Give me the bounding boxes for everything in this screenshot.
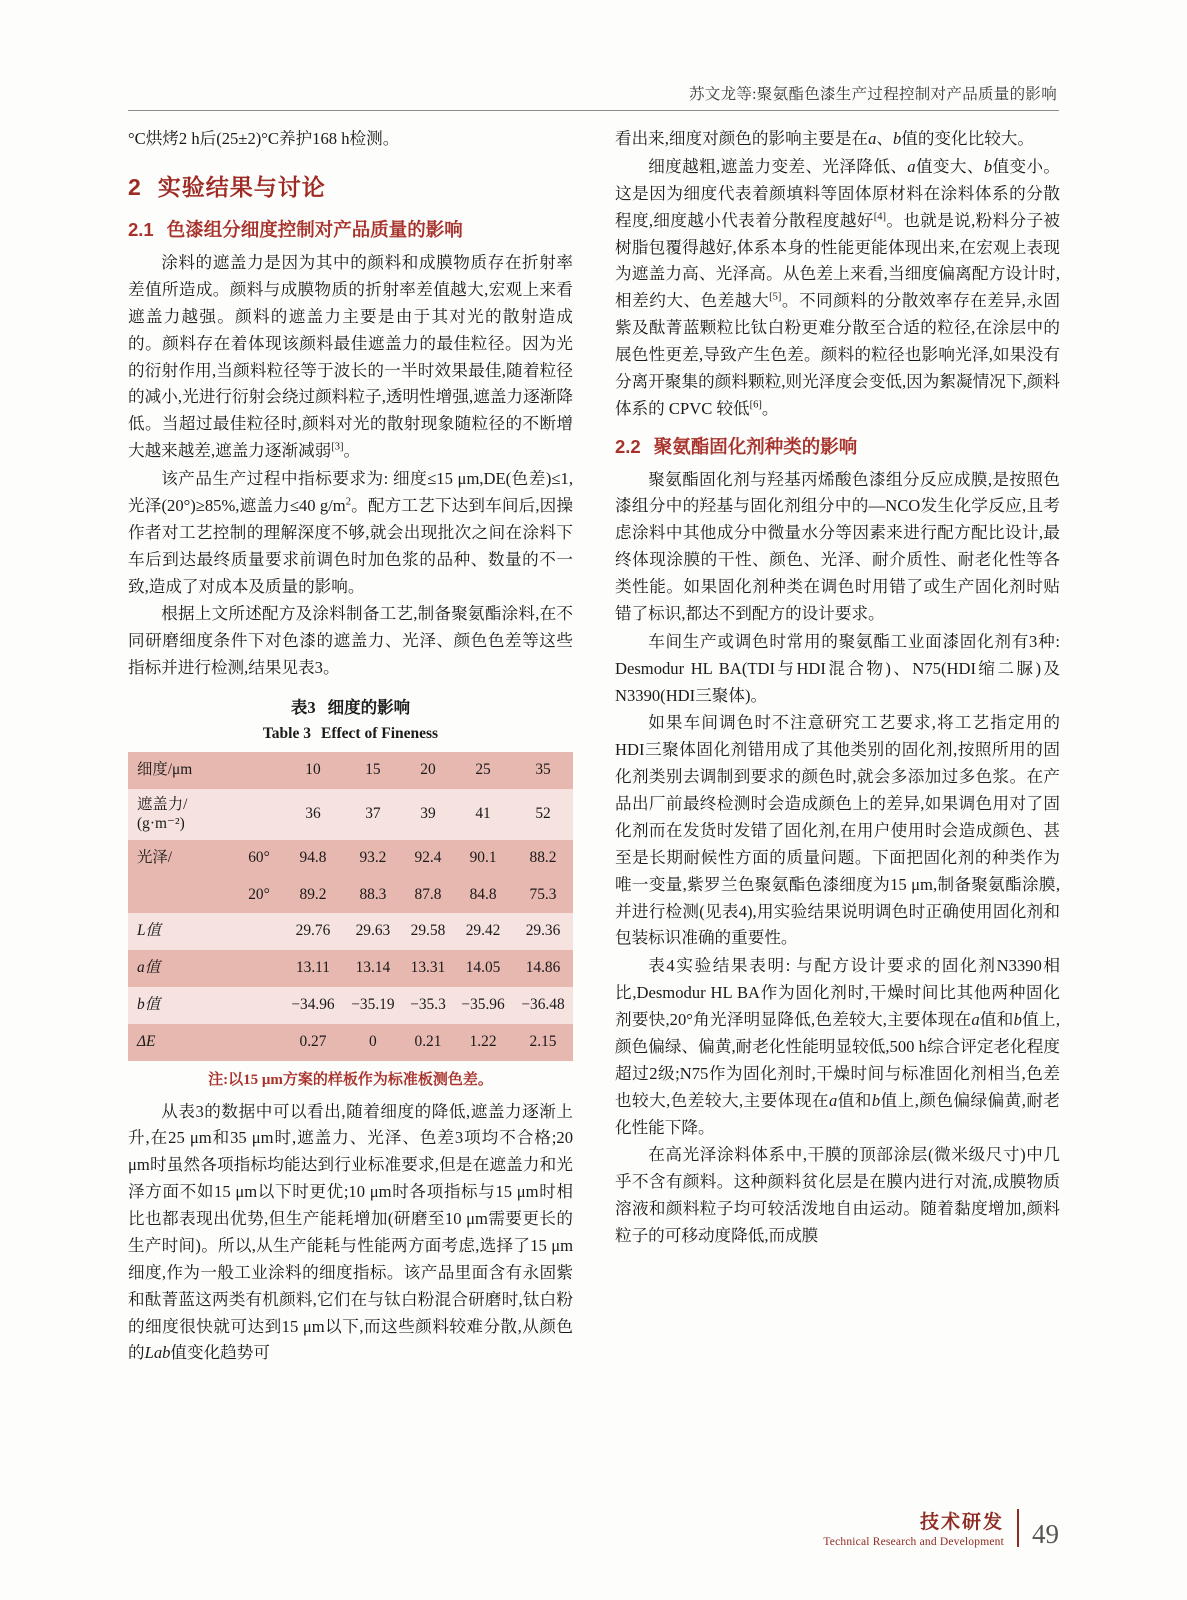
cell: 13.31 — [403, 950, 453, 987]
italic-a: a — [868, 129, 877, 148]
table-note: 注:以15 μm方案的样板作为标准板测色差。 — [208, 1072, 493, 1089]
paragraph-high-gloss: 在高光泽涂料体系中,干膜的顶部涂层(微米级尺寸)中几乎不含有颜料。这种颜料贫化层是在膜内进行对流,成膜物质溶液和颜料粒子均可较活泼地自由运动。随着黏度增加,颜料粒子的可移动度降低,而成膜 — [615, 1145, 1060, 1246]
row-label-a: a值 — [128, 950, 283, 987]
row-sublabel-60deg: 60° — [235, 840, 283, 877]
table-header-cell-5: 35 — [513, 752, 573, 789]
reference-marker-5: [5] — [769, 291, 782, 303]
cell: 0 — [343, 1024, 403, 1061]
reference-marker-4: [4] — [873, 211, 886, 223]
paragraph-curing-agent-3: 如果车间调色时不注意研究工艺要求,将工艺指定用的HDI三聚体固化剂错用成了其他类别的固化剂,按照所用的固化剂类别去调制到要求的颜色时,就会多添加过多色浆。在产品出厂前最终检测时会造成颜色上的差异,如果调色用对了固化剂而在发货时发错了固化剂,在用户使用时会造成颜色、甚至是长期耐候性方面的质量问题。下面把固化剂的种类作为唯一变量,紫罗兰色聚氨酯色漆细度为15 μm,制备聚氨酯涂膜,并进行检测(见表4),用实验结果说明调色时正确使用固化剂和包装标识准确的重要性。 — [615, 713, 1060, 948]
subsection-heading-2-1 — [128, 215, 573, 245]
paragraph-curing-agent-1: 聚氨酯固化剂与羟基丙烯酸色漆组分反应成膜,是按照色漆组分中的羟基与固化剂组分中的—NCO发生化学反应,且考虑涂料中其他成分中微量水分等因素来进行配方配比设计,最终体现涂膜的干性、颜色、光泽、耐介质性、耐老化性等各类性能。如果固化剂种类在调色时用错了或生产固化剂时贴错了标识,都达不到配方的设计要求。 — [615, 469, 1060, 623]
paragraph-2-text-b: 。配方工艺下达到车间后,因操作者对工艺控制的理解深度不够,就会出现批次之间在涂料下车后到达最终质量要求前调色时加色浆的品种、数量的不一致,造成了对成本及质量的影响。 — [128, 495, 573, 596]
paragraph-1-text: 涂料的遮盖力是因为其中的颜料和成膜物质存在折射率差值所造成。颜料与成膜物质的折射率差值越大,宏观上来看遮盖力越强。颜料的遮盖力主要是由于其对光的散射造成的。颜料存在着体现该颜料最佳遮盖力的最佳粒径。因为光的衍射作用,当颜料粒径等于波长的一半时效果最佳,随着粒径的减小,光进行衍射会绕过颜料粒子,透明性增强,遮盖力逐渐降低。当超过最佳粒径时,颜料对光的散射现象随粒径的不断增大越来越差,遮盖力逐渐减弱 — [128, 253, 573, 461]
cell: 84.8 — [453, 877, 513, 914]
cell: 41 — [453, 789, 513, 840]
section-number: 2 — [128, 173, 142, 200]
subsection-title: 聚氨酯固化剂种类的影响 — [653, 435, 858, 457]
table-row — [128, 913, 573, 950]
footer-label-cn: 技术研发 — [919, 1512, 1004, 1533]
row-label-line1: 遮盖力/ — [137, 796, 188, 814]
text-d: 值和 — [837, 1090, 872, 1110]
cell: 13.14 — [343, 950, 403, 987]
paragraph-1-tail: 。 — [343, 441, 361, 461]
cell: 39 — [403, 789, 453, 840]
table-row — [128, 877, 573, 914]
cell: 29.36 — [513, 913, 573, 950]
table-title-cn: 细度的影响 — [327, 698, 411, 718]
cell: 92.4 — [403, 840, 453, 877]
table-row — [128, 987, 573, 1024]
row-label-gloss-unit — [128, 877, 235, 914]
table-title-en: Effect of Fineness — [321, 725, 439, 743]
text-b: 值和 — [979, 1010, 1014, 1030]
table-row — [128, 789, 573, 840]
text-c: 值变小。这是因为细度代表着颜填料等固体原材料在涂料体系的分散程度,细度越小代表着分散程度越好 — [615, 156, 1061, 230]
row-label-delta-E: ΔE — [128, 1024, 283, 1061]
table-caption-en — [128, 721, 573, 746]
paragraph-3: 根据上文所述配方及涂料制备工艺,制备聚氨酯涂料,在不同研磨细度条件下对色漆的遮盖力、光泽、颜色色差等这些指标并进行检测,结果见表3。 — [128, 604, 573, 678]
cell: −35.3 — [403, 987, 453, 1024]
paragraph-4 — [128, 1099, 573, 1368]
running-head: 苏文龙等:聚氨酯色漆生产过程控制对产品质量的影响 — [688, 86, 1057, 103]
right-column — [615, 126, 1060, 1478]
paragraph-table4-results — [615, 953, 1060, 1141]
text-c: 值上,颜色偏绿、偏黄,耐老化性能明显较低,500 h综合评定老化程度超过2级;N75作为固化剂时,干燥时间与标准固化剂相当,色差也较大,色差较大,主要体现在 — [615, 1010, 1060, 1110]
page-footer — [823, 1507, 1059, 1548]
cell: 14.86 — [513, 950, 573, 987]
text-d: 。也就是说,粉料分子被树脂包覆得越好,体系本身的性能更能体现出来,在宏观上表现为遮盖力高、光泽高。从色差上来看,当细度偏离配方设计时,相差约大、色差越大 — [615, 210, 1060, 311]
text-e: 。不同颜料的分散效率存在差异,永固紫及酞菁蓝颗粒比钛白粉更难分散至合适的粒径,在涂层中的展色性更差,导致产生色差。颜料的粒径也影响光泽,如果没有分离开聚集的颜料颗粒,则光泽度会变低,因为絮凝情况下,颜料体系的 CPVC 较低 — [615, 291, 1060, 418]
paragraph-4-text-b: 值变化趋势可 — [170, 1343, 270, 1363]
cell: 88.3 — [343, 877, 403, 914]
left-column — [128, 126, 573, 1478]
italic-b: b — [892, 129, 902, 148]
italic-a-2: a — [828, 1090, 838, 1110]
cell: 87.8 — [403, 877, 453, 914]
paragraph-1 — [128, 250, 573, 465]
text-b: 值变大、 — [915, 156, 984, 176]
text-a: 看出来,细度对颜色的影响主要是在 — [615, 129, 869, 148]
cell: 1.22 — [453, 1024, 513, 1061]
cell: 0.21 — [403, 1024, 453, 1061]
table-header-cell-2: 15 — [343, 752, 403, 789]
row-label-line2: (g·m⁻²) — [137, 815, 185, 833]
text-a: 细度越粗,遮盖力变差、光泽降低、 — [648, 156, 908, 176]
cell: 0.27 — [283, 1024, 343, 1061]
paragraph-continued-right — [615, 126, 1060, 153]
subsection-number: 2.1 — [128, 219, 154, 241]
italic-a: a — [907, 156, 916, 176]
subsection-heading-2-2 — [615, 432, 1060, 462]
italic-a: a — [971, 1010, 980, 1030]
two-column-body — [128, 126, 1060, 1478]
row-label-L: L值 — [128, 913, 283, 950]
table-row — [128, 840, 573, 877]
cell: 52 — [513, 789, 573, 840]
table-caption-cn — [128, 696, 573, 720]
section-heading-2 — [128, 169, 573, 206]
row-label-hiding-power — [128, 789, 283, 840]
reference-marker-6: [6] — [749, 399, 762, 411]
paragraph-continued: °C烘烤2 h后(25±2)°C养护168 h检测。 — [128, 129, 400, 148]
cell: 93.2 — [343, 840, 403, 877]
cell: 29.58 — [403, 913, 453, 950]
subsection-title: 色漆组分细度控制对产品质量的影响 — [166, 219, 463, 241]
cell: 89.2 — [283, 877, 343, 914]
text-e: 值上,颜色偏绿偏黄,耐老化性能下降。 — [615, 1090, 1061, 1137]
section-title: 实验结果与讨论 — [157, 173, 326, 200]
footer-section-label — [823, 1507, 1004, 1548]
paragraph-4-text-a: 从表3的数据中可以看出,随着细度的降低,遮盖力逐渐上升,在25 μm和35 μm时,遮盖力、光泽、色差3项均不合格;20 μm时虽然各项指标均能达到行业标准要求,但是在遮盖力和光泽方面不如15 μm以下时更优;10 μm时各项指标与15 μm时相比也都表现出优势,但生产能耗增加(研磨至10 μm需要更长的生产时间)。所以,从生产能耗与性能两方面考虑,选择了15 μm细度,作为一般工业涂料的细度指标。该产品里面含有永固紫和酞菁蓝这两类有机颜料,它们在与钛白粉混合研磨时,钛白粉的细度很快就可达到15 μm以下,而这些颜料较难分散,从颜色的 — [128, 1101, 573, 1363]
paragraph-2 — [128, 466, 573, 600]
table-number-en: Table 3 — [262, 725, 311, 743]
paragraph-curing-agent-2: 车间生产或调色时常用的聚氨酯工业面漆固化剂有3种: Desmodur HL BA(TDI与HDI混合物)、N75(HDI缩二脲)及N3390(HDI三聚体)。 — [615, 631, 1060, 705]
cell: 94.8 — [283, 840, 343, 877]
reference-marker-3: [3] — [331, 441, 344, 453]
cell: 90.1 — [453, 840, 513, 877]
text-b: 、 — [876, 129, 893, 148]
cell: 14.05 — [453, 950, 513, 987]
cell: −35.96 — [453, 987, 513, 1024]
table-header-cell-1: 10 — [283, 752, 343, 789]
text-f: 。 — [761, 398, 779, 418]
cell: 13.11 — [283, 950, 343, 987]
cell: −34.96 — [283, 987, 343, 1024]
table-3-block — [128, 696, 573, 1093]
header-rule — [128, 110, 1059, 111]
cell: 2.15 — [513, 1024, 573, 1061]
table-header-row — [128, 752, 573, 789]
row-label-gloss: 光泽/ — [128, 840, 235, 877]
cell: −36.48 — [513, 987, 573, 1024]
unit-superscript: 2 — [345, 496, 351, 508]
footer-divider — [1017, 1509, 1019, 1547]
text-a: 表4实验结果表明: 与配方设计要求的固化剂N3390相比,Desmodur HL BA作为固化剂时,干燥时间比其他两种固化剂要快,20°角光泽明显降低,色差较大,主要体现在 — [615, 956, 1060, 1030]
paragraph-2-text-a: 该产品生产过程中指标要求为: 细度≤15 μm,DE(色差)≤1,光泽(20°)≥85%,遮盖力≤40 g/m — [128, 469, 573, 515]
page-number: 49 — [1032, 1519, 1059, 1549]
italic-b: b — [1013, 1010, 1022, 1030]
italic-b-2: b — [871, 1090, 881, 1110]
table-header-cell-0: 细度/μm — [128, 752, 283, 789]
cell: 29.63 — [343, 913, 403, 950]
footer-label-en: Technical Research and Development — [823, 1536, 1004, 1548]
row-label-b: b值 — [128, 987, 283, 1024]
table-row — [128, 950, 573, 987]
table-header-cell-3: 20 — [403, 752, 453, 789]
paragraph-fineness-discussion — [615, 154, 1060, 423]
table-number-cn: 表3 — [290, 698, 316, 718]
cell: −35.19 — [343, 987, 403, 1024]
text-c: 值的变化比较大。 — [901, 129, 1034, 148]
row-sublabel-20deg: 20° — [235, 877, 283, 914]
cell: 29.76 — [283, 913, 343, 950]
table-3 — [128, 752, 573, 1061]
subsection-number: 2.2 — [615, 435, 641, 457]
cell: 36 — [283, 789, 343, 840]
table-header-cell-4: 25 — [453, 752, 513, 789]
cell: 88.2 — [513, 840, 573, 877]
cell: 37 — [343, 789, 403, 840]
italic-b: b — [983, 156, 993, 176]
italic-lab: Lab — [144, 1343, 171, 1363]
cell: 75.3 — [513, 877, 573, 914]
cell: 29.42 — [453, 913, 513, 950]
table-row — [128, 1024, 573, 1061]
